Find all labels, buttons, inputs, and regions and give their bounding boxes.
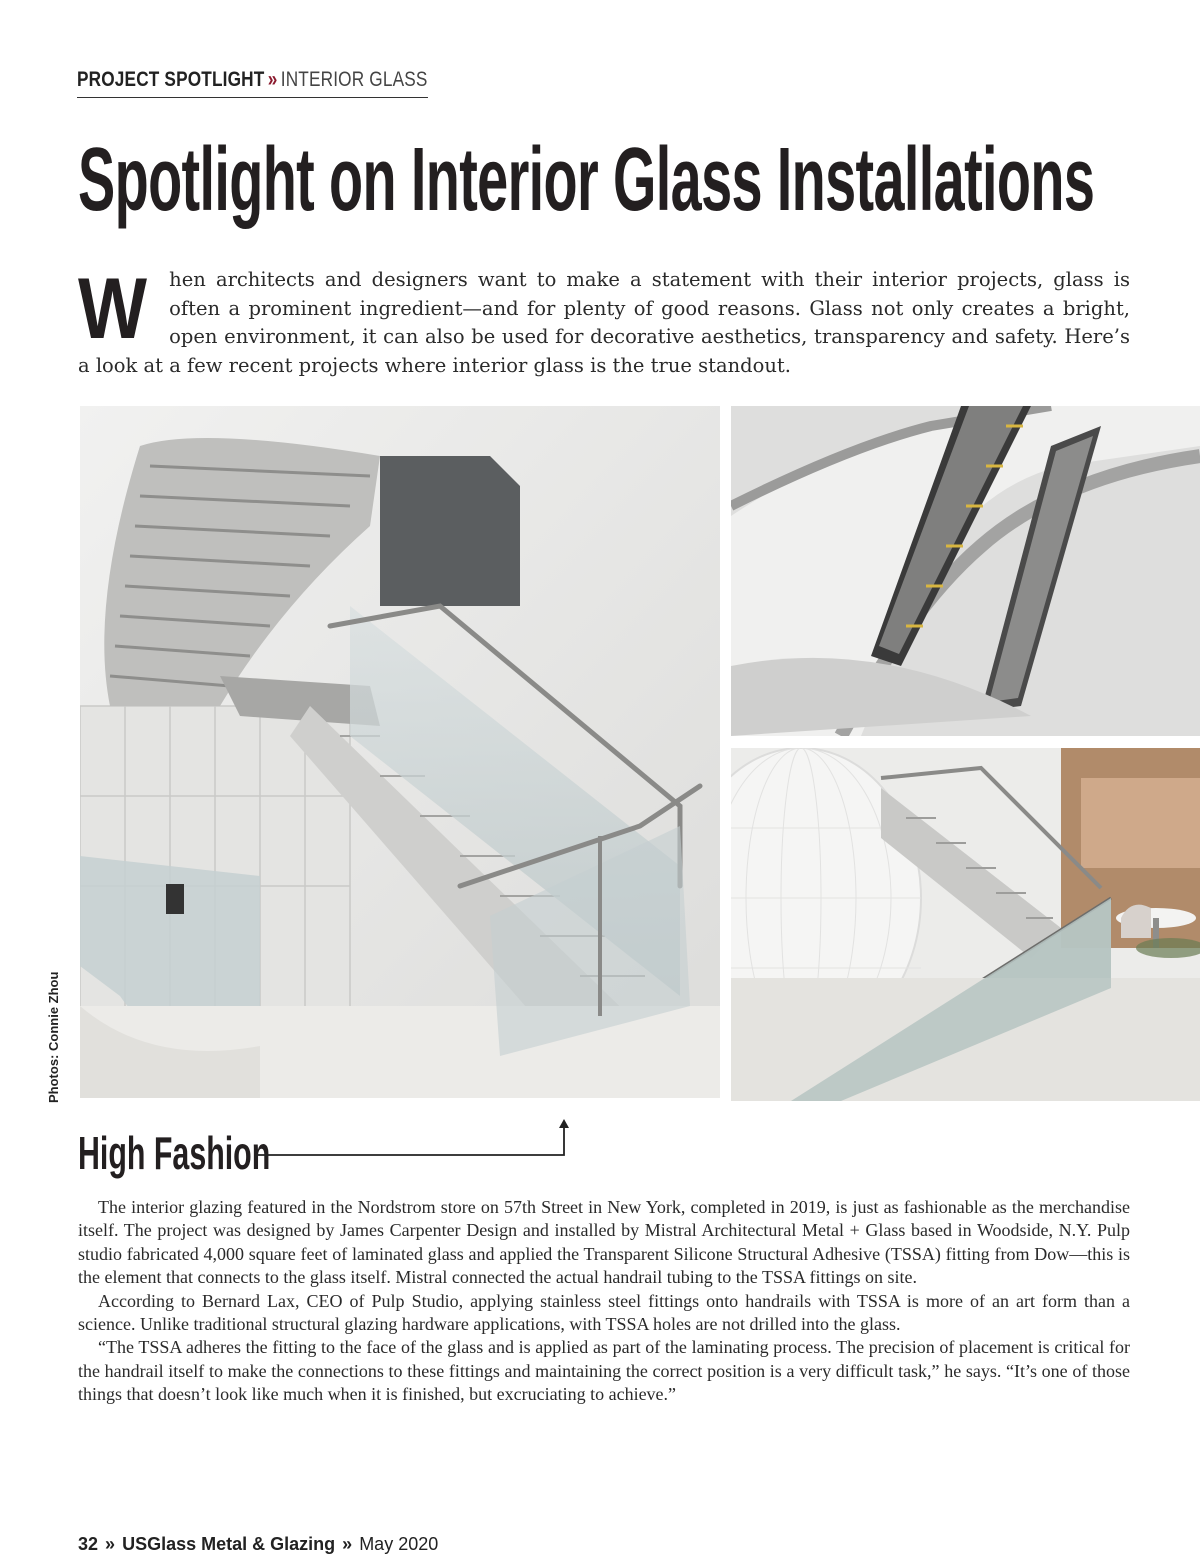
kicker-section: PROJECT SPOTLIGHT — [77, 68, 265, 91]
section-heading: High Fashion — [78, 1127, 271, 1179]
footer-separator: » — [105, 1534, 116, 1554]
body-paragraph: The interior glazing featured in the Nordstrom store on 57th Street in New York, completed in 2019, is just as fashionable as the merchandise itself. The project was designed by James Carpenter Design and installed by Mistral Architectural Metal + Glass based in Woodside, N.Y. Pulp studio fabricated 4,000 square feet of laminated glass and applied the Transparent Silicone Structural Adhesive (TSSA) fitting from Dow—this is the element that connects to the glass itself. Mistral connected the actual handrail tubing to the TSSA fittings on site. — [78, 1197, 1130, 1288]
body-paragraph: “The TSSA adheres the fitting to the face of the glass and is applied as part of the laminating process. The precision of placement is critical for the handrail itself to make the connections to these fittings and maintaining the correct position is a very difficult task,” he says. “It’s one of those things that doesn’t look like much when it is finished, but excruciating to achieve.” — [78, 1337, 1130, 1405]
body-paragraph: According to Bernard Lax, CEO of Pulp Studio, applying stainless steel fittings onto handrails with TSSA is more of an art form than a science. Unlike traditional structural glazing hardware applications, with TSSA holes are not drilled into the glass. — [78, 1290, 1130, 1335]
footer-separator: » — [342, 1534, 353, 1554]
article-title: Spotlight on Interior Glass Installations — [78, 130, 1095, 230]
photo-credit: Photos: Connie Zhou — [46, 971, 61, 1103]
section-kicker — [77, 68, 428, 98]
drop-cap: W — [78, 261, 147, 357]
kicker-topic: INTERIOR GLASS — [280, 68, 428, 91]
intro-paragraph — [78, 261, 1130, 380]
kicker-separator: » — [267, 68, 278, 91]
photo-staircase — [80, 406, 720, 1098]
pointer-arrow-icon — [254, 1118, 574, 1162]
page-number: 32 — [78, 1534, 99, 1554]
magazine-name: USGlass Metal & Glazing — [122, 1534, 336, 1554]
photo-lounge-stairs — [731, 748, 1200, 1101]
photo-escalator-atrium — [731, 406, 1200, 736]
intro-text: hen architects and designers want to make a statement with their interior projects, glass is often a prominent ingredient—and for plenty of good reasons. Glass not only creates a bright, open environment, it can also be used for decorative aesthetics, transparency and safety. Here’s a look at a few recent projects where interior glass is the true standout. — [78, 268, 1130, 377]
article-body — [78, 1196, 1130, 1407]
issue-date: May 2020 — [359, 1534, 439, 1554]
page-footer — [78, 1534, 438, 1555]
